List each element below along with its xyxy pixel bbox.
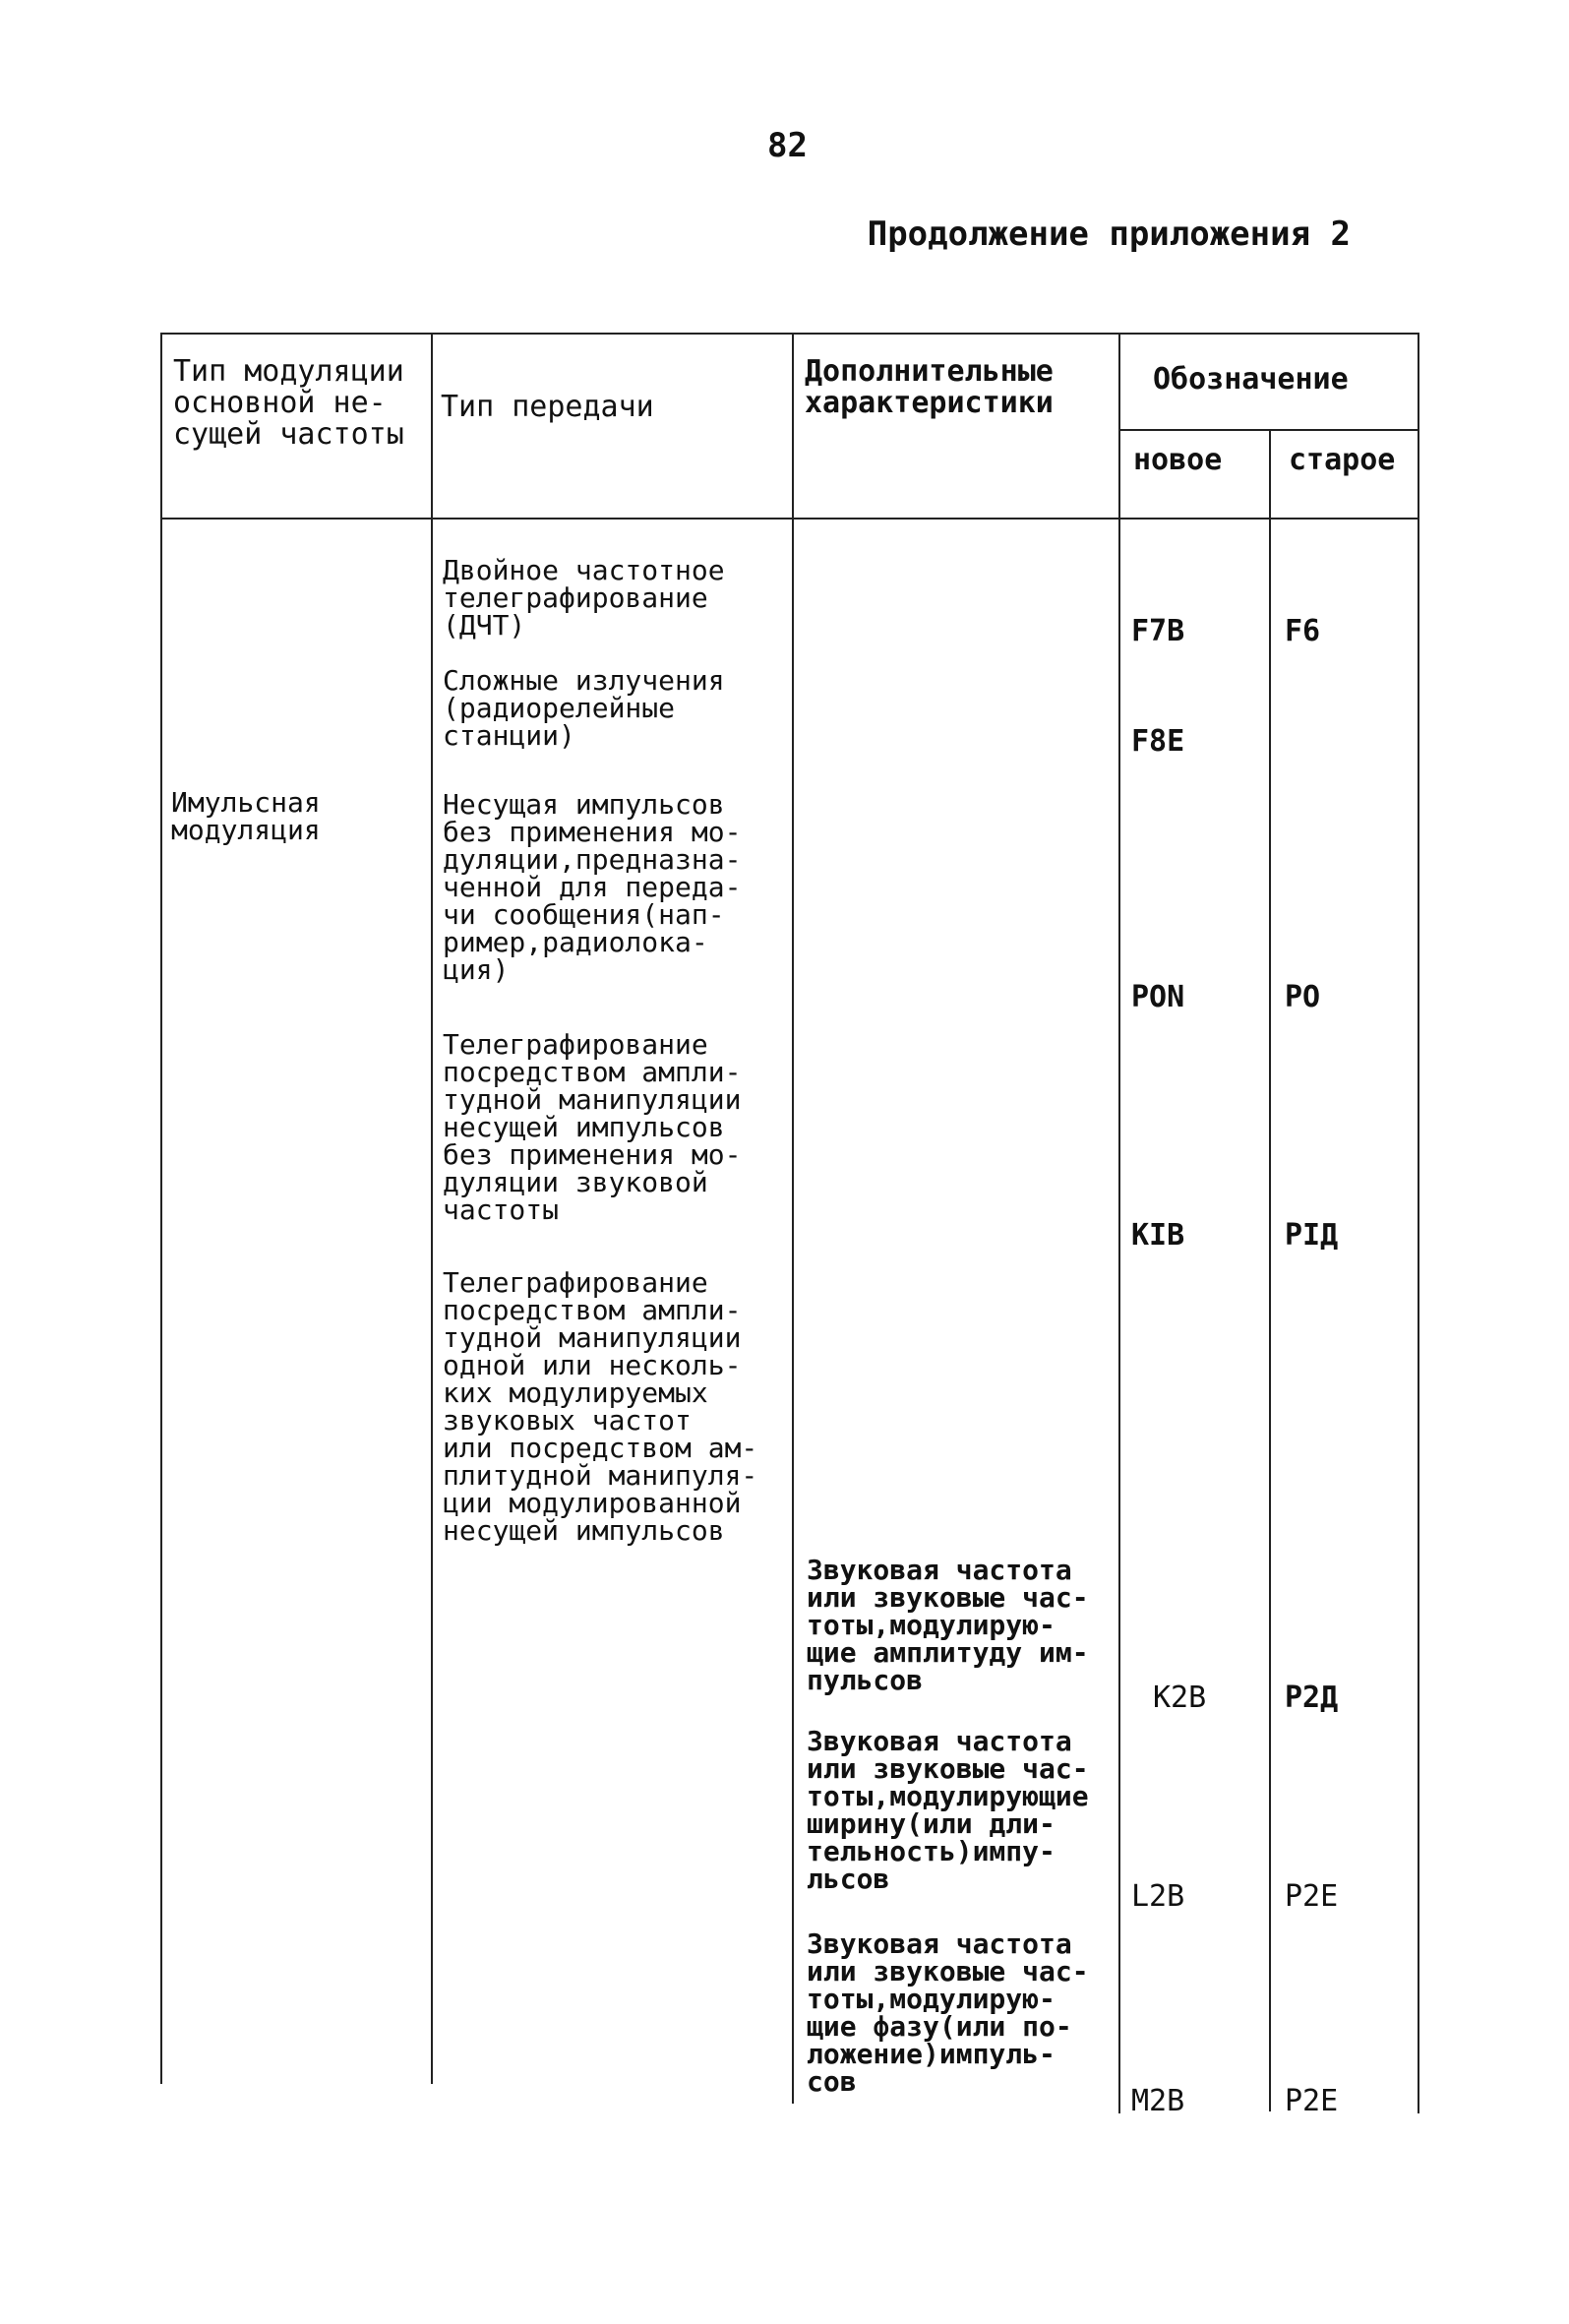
code-old: F6 [1285,614,1321,648]
code-old: P2E [1285,1879,1339,1914]
transmission-cell: Несущая импульсов без применения мо- дуляции,предназна- ченной для переда- чи сообщения(нап- ример,радиолока- ция) [443,788,742,986]
transmission-cell: Телеграфирование посредством ампли- тудной манипуляции несущей импульсов без применения мо- дуляции звуковой частоты [443,1028,742,1226]
col-border-3 [792,333,794,2104]
header-new: новое [1133,443,1223,477]
header-modulation-type: Тип модуляции основной не- сущей частоты [173,354,404,452]
code-new: KIB [1131,1218,1185,1253]
col-border-5 [1269,429,1271,2111]
code-new: PON [1131,980,1185,1014]
code-new: M2B [1131,2084,1185,2118]
page-number: 82 [767,126,808,165]
col-border-6 [1418,333,1419,2113]
code-new: F8E [1131,724,1185,759]
code-new: F7B [1131,614,1185,648]
header-transmission-type: Тип передачи [441,390,654,424]
code-new: L2B [1131,1879,1185,1914]
transmission-cell: Сложные излучения (радиорелейные станции) [443,664,725,752]
col-border-2 [431,333,433,2084]
table-top-border [160,333,1419,335]
header-old: старое [1289,443,1396,477]
transmission-cell: Телеграфирование посредством ампли- тудной манипуляции одной или несколь- ких модулируемых звуковых частот или посредством ам- плитудной манипуля- ции модулированной несущей импульсов [443,1266,758,1547]
code-old: PIД [1285,1218,1339,1253]
col-border-1 [160,333,162,2084]
additional-cell: Звуковая частота или звуковые час- тоты,модулирующие ширину(или дли- тельность)импу- льсов [807,1725,1089,1895]
header-additional: Дополнительные характеристики [805,354,1054,420]
code-old: P2Д [1285,1681,1339,1715]
code-old: P2E [1285,2084,1339,2118]
code-old: PO [1285,980,1321,1014]
transmission-cell: Двойное частотное телеграфирование (ДЧТ) [443,554,725,642]
additional-cell: Звуковая частота или звуковые час- тоты,модулирую- щие амплитуду им- пульсов [807,1554,1089,1696]
header-designation: Обозначение [1153,362,1349,397]
modulation-label: Имульсная модуляция [171,786,321,846]
header-bottom-border [160,518,1419,520]
additional-cell: Звуковая частота или звуковые час- тоты,модулирую- щие фазу(или по- ложение)импуль- сов [807,1927,1089,2098]
code-new: K2B [1153,1681,1207,1715]
col-border-4 [1118,333,1120,2113]
page-subtitle: Продолжение приложения 2 [867,214,1351,254]
